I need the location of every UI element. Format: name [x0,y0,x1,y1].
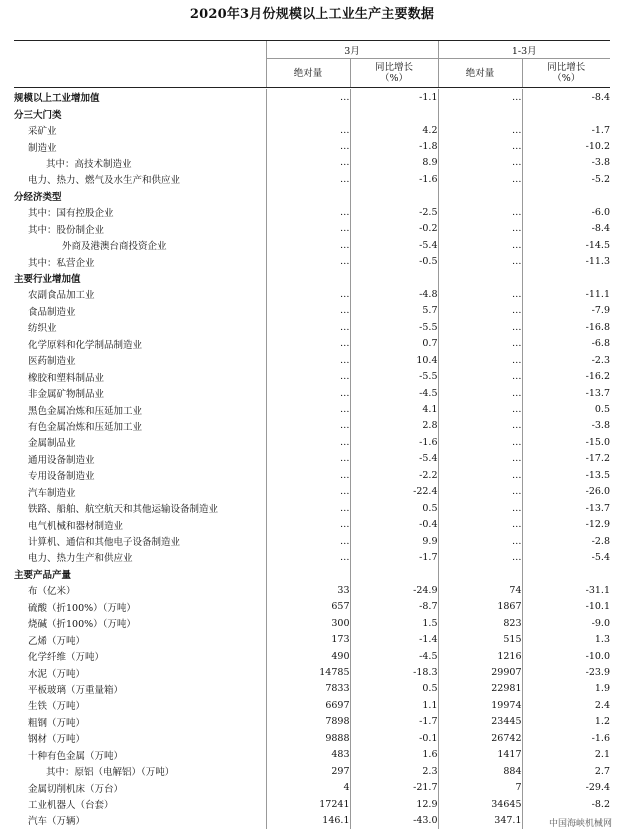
table-row [14,105,610,121]
q1-abs-cell: … [438,303,522,319]
march-yoy-cell: -1.6 [350,434,438,450]
table-row [14,336,610,352]
table-row [14,303,610,319]
table-row [14,533,610,549]
watermark: 中国海峡机械网 [548,819,612,829]
q1-abs-cell: … [438,138,522,154]
q1-yoy-cell: 2.1 [522,747,610,763]
q1-abs-cell [438,188,522,204]
march-yoy-cell: -5.5 [350,368,438,384]
q1-abs-cell: 347.1 [438,812,522,828]
march-yoy-cell: 8.9 [350,155,438,171]
march-yoy-cell: -4.8 [350,286,438,302]
q1-yoy-cell [522,566,610,582]
march-yoy-cell: -5.5 [350,319,438,335]
march-abs-cell: … [266,204,350,220]
march-yoy-cell: -1.1 [350,89,438,105]
march-yoy-cell: 2.8 [350,418,438,434]
q1-yoy-cell: 0.5 [522,401,610,417]
q1-abs-cell: … [438,237,522,253]
table-row [14,763,610,779]
row-label: 规模以上工业增加值 [14,93,100,105]
march-yoy-cell: -1.4 [350,631,438,647]
march-yoy-cell: 5.7 [350,303,438,319]
q1-yoy-cell: -6.0 [522,204,610,220]
table-row [14,418,610,434]
march-yoy-cell: -2.2 [350,467,438,483]
q1-abs-cell: 1417 [438,747,522,763]
q1-yoy-cell: 1.3 [522,631,610,647]
table-row [14,270,610,286]
march-abs-cell: … [266,253,350,269]
march-abs-cell: … [266,336,350,352]
q1-yoy-cell: -26.0 [522,484,610,500]
march-yoy-cell [350,270,438,286]
row-label: 电力、热力生产和供应业 [28,553,133,565]
table-row [14,730,610,746]
march-abs-cell: 33 [266,582,350,598]
q1-abs-cell: … [438,336,522,352]
row-label: 水泥（万吨） [28,668,86,680]
row-label: 医药制造业 [28,356,76,368]
march-yoy-cell: 1.5 [350,615,438,631]
q1-abs-cell: 1216 [438,648,522,664]
q1-abs-cell: 22981 [438,681,522,697]
march-abs-cell: … [266,319,350,335]
march-yoy-cell: -43.0 [350,812,438,828]
q1-yoy-cell: -16.8 [522,319,610,335]
table-row [14,549,610,565]
row-label: 化学原料和化学制品制造业 [28,339,143,351]
march-abs-cell: … [266,303,350,319]
q1-abs-cell: 823 [438,615,522,631]
q1-abs-cell: … [438,434,522,450]
march-abs-cell: … [266,237,350,253]
march-yoy-cell: -8.7 [350,599,438,615]
table-row [14,812,610,828]
march-yoy-cell: 1.6 [350,747,438,763]
q1-yoy-cell: -15.0 [522,434,610,450]
table-row [14,171,610,187]
q1-abs-cell: 29907 [438,664,522,680]
table-row [14,237,610,253]
q1-yoy-cell: -8.4 [522,221,610,237]
march-abs-cell [266,105,350,121]
row-label: 制造业 [28,142,57,154]
table-row [14,221,610,237]
march-abs-cell: 7833 [266,681,350,697]
march-abs-cell: … [266,89,350,105]
march-abs-cell: … [266,434,350,450]
row-label: 生铁（万吨） [28,701,86,713]
table-row [14,253,610,269]
q1-abs-cell: 23445 [438,714,522,730]
table-row [14,89,610,105]
q1-abs-cell: … [438,385,522,401]
march-abs-cell: … [266,500,350,516]
q1-yoy-cell: -13.7 [522,500,610,516]
table-row [14,779,610,795]
q1-abs-cell: … [438,500,522,516]
march-abs-cell: … [266,516,350,532]
march-abs-cell: … [266,467,350,483]
march-abs-cell: … [266,138,350,154]
row-label: 金属制品业 [28,438,76,450]
q1-yoy-cell: -6.8 [522,336,610,352]
row-label: 烧碱（折100%）（万吨） [28,619,136,631]
table-row [14,566,610,582]
q1-yoy-cell: -8.2 [522,796,610,812]
header-blank [14,41,266,88]
march-abs-cell: 4 [266,779,350,795]
table-row [14,582,610,598]
q1-abs-cell: … [438,467,522,483]
row-label: 农副食品加工业 [28,290,95,302]
page-title: 2020年3月份规模以上工业生产主要数据 [189,7,435,22]
row-label: 金属切削机床（万台） [28,783,124,795]
q1-abs-cell: … [438,352,522,368]
march-yoy-cell: 0.5 [350,500,438,516]
march-abs-cell: … [266,549,350,565]
table-row [14,385,610,401]
march-yoy-cell: 1.1 [350,697,438,713]
table-row [14,204,610,220]
march-yoy-cell: 4.2 [350,122,438,138]
table-row [14,664,610,680]
table-row [14,286,610,302]
table-row [14,188,610,204]
march-yoy-cell: -1.7 [350,714,438,730]
q1-abs-cell: … [438,533,522,549]
row-label: 主要行业增加值 [14,274,81,286]
table-row [14,319,610,335]
table-row [14,796,610,812]
q1-yoy-cell: -2.3 [522,352,610,368]
q1-yoy-cell: 2.4 [522,697,610,713]
q1-yoy-cell: -11.1 [522,286,610,302]
q1-yoy-cell: 1.2 [522,714,610,730]
march-abs-cell: 17241 [266,796,350,812]
q1-abs-cell: … [438,155,522,171]
march-abs-cell [266,188,350,204]
march-abs-cell: … [266,368,350,384]
march-yoy-cell: 0.5 [350,681,438,697]
row-label: 十种有色金属（万吨） [28,750,124,762]
row-label: 计算机、通信和其他电子设备制造业 [28,537,181,549]
q1-yoy-cell: -1.6 [522,730,610,746]
march-abs-cell: 7898 [266,714,350,730]
q1-yoy-cell: -10.1 [522,599,610,615]
q1-yoy-cell: -2.8 [522,533,610,549]
march-yoy-cell: -4.5 [350,385,438,401]
table-row [14,484,610,500]
q1-yoy-cell: -16.2 [522,368,610,384]
table-row [14,599,610,615]
march-abs-cell: … [266,418,350,434]
table-row [14,138,610,154]
row-label: 其中：高技术制造业 [46,158,132,170]
march-yoy-cell: -5.4 [350,237,438,253]
table-row [14,451,610,467]
row-label: 工业机器人（台套） [28,800,114,812]
table-row [14,631,610,647]
row-label: 布（亿米） [28,586,76,598]
q1-abs-cell: … [438,319,522,335]
q1-abs-cell: … [438,549,522,565]
q1-abs-cell: 515 [438,631,522,647]
q1-yoy-cell: -14.5 [522,237,610,253]
row-label: 专用设备制造业 [28,471,95,483]
march-abs-cell: 300 [266,615,350,631]
march-abs-cell: … [266,484,350,500]
table-row [14,681,610,697]
march-yoy-cell: 9.9 [350,533,438,549]
march-yoy-cell: -1.7 [350,549,438,565]
q1-yoy-cell [522,188,610,204]
q1-abs-cell: … [438,368,522,384]
march-abs-cell: … [266,533,350,549]
row-label: 主要产品产量 [14,569,72,581]
table-row [14,467,610,483]
row-label: 化学纤维（万吨） [28,652,105,664]
march-abs-cell: 297 [266,763,350,779]
q1-abs-cell: … [438,451,522,467]
table-row [14,155,610,171]
march-abs-cell: … [266,401,350,417]
q1-abs-cell: 74 [438,582,522,598]
table-row [14,516,610,532]
row-label: 分三大门类 [14,109,62,121]
march-yoy-cell: 10.4 [350,352,438,368]
march-yoy-cell: -24.9 [350,582,438,598]
row-label: 电力、热力、燃气及水生产和供应业 [28,175,181,187]
march-abs-cell: 483 [266,747,350,763]
march-abs-cell: … [266,221,350,237]
march-yoy-cell: 12.9 [350,796,438,812]
q1-yoy-cell: 2.7 [522,763,610,779]
table-header [14,41,610,88]
march-yoy-cell: -21.7 [350,779,438,795]
q1-yoy-cell: -17.2 [522,451,610,467]
row-label: 分经济类型 [14,191,62,203]
march-yoy-cell: -0.2 [350,221,438,237]
q1-abs-cell [438,566,522,582]
row-label: 食品制造业 [28,306,76,318]
march-abs-cell [266,270,350,286]
q1-abs-cell: … [438,221,522,237]
q1-abs-cell: … [438,253,522,269]
q1-yoy-cell: -11.3 [522,253,610,269]
q1-abs-cell: 34645 [438,796,522,812]
q1-yoy-cell: -3.8 [522,418,610,434]
row-label: 外商及港澳台商投资企业 [62,241,167,253]
march-yoy-cell [350,188,438,204]
table-row [14,401,610,417]
row-label: 钢材（万吨） [28,734,86,746]
row-label: 黑色金属冶炼和压延加工业 [28,405,143,417]
march-yoy-cell: -4.5 [350,648,438,664]
q1-abs-cell: 7 [438,779,522,795]
q1-yoy-cell: -1.7 [522,122,610,138]
q1-yoy-cell: -13.7 [522,385,610,401]
march-yoy-cell: -18.3 [350,664,438,680]
q1-abs-cell: … [438,204,522,220]
table-row [14,352,610,368]
q1-yoy-cell: -10.2 [522,138,610,154]
header-yoy-march: 同比增长 （%） [350,59,438,88]
march-yoy-cell: -22.4 [350,484,438,500]
march-abs-cell: 9888 [266,730,350,746]
header-march: 3月 [266,41,438,59]
march-abs-cell: … [266,155,350,171]
march-abs-cell: 14785 [266,664,350,680]
row-label: 乙烯（万吨） [28,635,86,647]
q1-yoy-cell: -13.5 [522,467,610,483]
row-label: 有色金属冶炼和压延加工业 [28,421,143,433]
q1-abs-cell: … [438,286,522,302]
march-yoy-cell: -0.5 [350,253,438,269]
q1-abs-cell: … [438,122,522,138]
table-row [14,122,610,138]
row-label: 电气机械和器材制造业 [28,520,124,532]
row-label: 非金属矿物制品业 [28,389,105,401]
march-yoy-cell: 2.3 [350,763,438,779]
row-label: 平板玻璃（万重量箱） [28,684,124,696]
q1-yoy-cell: -5.4 [522,549,610,565]
q1-yoy-cell: -3.8 [522,155,610,171]
march-yoy-cell [350,105,438,121]
table-row [14,747,610,763]
row-label: 纺织业 [28,323,57,335]
q1-yoy-cell: -29.4 [522,779,610,795]
q1-abs-cell: … [438,89,522,105]
q1-abs-cell [438,105,522,121]
march-abs-cell: … [266,122,350,138]
row-label: 粗钢（万吨） [28,717,86,729]
march-abs-cell: … [266,286,350,302]
march-abs-cell: 490 [266,648,350,664]
q1-yoy-cell: -12.9 [522,516,610,532]
q1-abs-cell: … [438,401,522,417]
row-label: 汽车制造业 [28,487,76,499]
q1-abs-cell [438,270,522,286]
march-abs-cell: 657 [266,599,350,615]
march-abs-cell: … [266,451,350,467]
table-row [14,500,610,516]
row-label: 其中：私营企业 [28,257,95,269]
row-label: 其中：原铝（电解铝）（万吨） [46,767,175,779]
q1-abs-cell: … [438,418,522,434]
table-row [14,714,610,730]
march-abs-cell: 6697 [266,697,350,713]
march-yoy-cell: -1.8 [350,138,438,154]
march-yoy-cell: -0.4 [350,516,438,532]
q1-yoy-cell: 1.9 [522,681,610,697]
table-row [14,368,610,384]
q1-abs-cell: 26742 [438,730,522,746]
march-yoy-cell [350,566,438,582]
row-label: 其中：股份制企业 [28,224,105,236]
march-abs-cell: … [266,385,350,401]
q1-abs-cell: … [438,484,522,500]
row-label: 汽车（万辆） [28,816,86,828]
header-yoy-q1: 同比增长 （%） [522,59,610,88]
q1-abs-cell: 884 [438,763,522,779]
march-yoy-cell: 4.1 [350,401,438,417]
march-abs-cell: 146.1 [266,812,350,828]
march-yoy-cell: -1.6 [350,171,438,187]
row-label: 其中：国有控股企业 [28,208,114,220]
q1-yoy-cell: -23.9 [522,664,610,680]
q1-yoy-cell: -8.4 [522,89,610,105]
q1-yoy-cell [522,105,610,121]
row-label: 通用设备制造业 [28,454,95,466]
table-row [14,648,610,664]
q1-abs-cell: … [438,171,522,187]
row-label: 采矿业 [28,126,57,138]
q1-yoy-cell [522,270,610,286]
q1-abs-cell: … [438,516,522,532]
march-abs-cell: … [266,171,350,187]
q1-yoy-cell: -7.9 [522,303,610,319]
q1-yoy-cell: -10.0 [522,648,610,664]
march-abs-cell: … [266,352,350,368]
header-abs-march: 绝对量 [266,59,350,88]
header-abs-q1: 绝对量 [438,59,522,88]
row-label: 铁路、船舶、航空航天和其他运输设备制造业 [28,504,219,516]
row-label: 橡胶和塑料制品业 [28,372,105,384]
march-abs-cell: 173 [266,631,350,647]
q1-abs-cell: 1867 [438,599,522,615]
data-table [14,89,610,829]
table-row [14,615,610,631]
q1-yoy-cell: -31.1 [522,582,610,598]
table-row [14,697,610,713]
march-yoy-cell: -2.5 [350,204,438,220]
row-label: 硫酸（折100%）（万吨） [28,602,136,614]
march-yoy-cell: -0.1 [350,730,438,746]
table-row [14,434,610,450]
q1-abs-cell: 19974 [438,697,522,713]
march-yoy-cell: -5.4 [350,451,438,467]
q1-yoy-cell: -5.2 [522,171,610,187]
march-yoy-cell: 0.7 [350,336,438,352]
header-q1: 1-3月 [438,41,610,59]
march-abs-cell [266,566,350,582]
q1-yoy-cell: -9.0 [522,615,610,631]
